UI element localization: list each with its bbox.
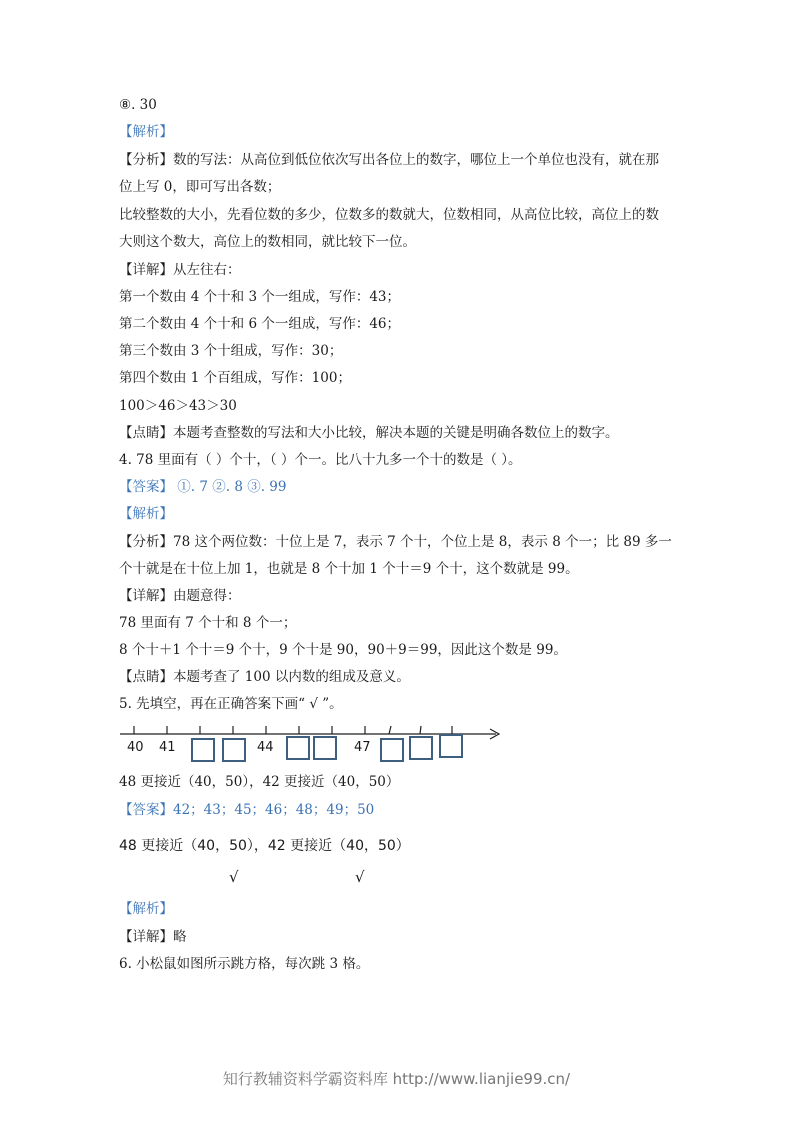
answer-line: 【答案】 ①. 7 ②. 8 ③. 99 [119,479,287,495]
answer-box[interactable] [191,738,215,762]
answer-box[interactable] [222,738,246,762]
analysis-text: 【分析】78 这个两位数：十位上是 7，表示 7 个十，个位上是 8，表示 8 个一；比 89 多一 [119,534,672,550]
question-5-choice: 48 更接近（40，50），42 更接近（40，50） [119,774,400,790]
detail-text: 100＞46＞43＞30 [119,398,237,414]
check-mark: √ [355,868,365,886]
answer-choice: 48 更接近（40，50），42 更接近（40，50） [119,838,410,854]
answer-box[interactable] [380,738,404,762]
detail-heading: 【详解】从左往右： [119,262,241,278]
answer-box[interactable] [439,734,463,758]
comment-text: 【点睛】本题考查了 100 以内数的组成及意义。 [119,669,410,685]
detail-text: 第一个数由 4 个十和 3 个一组成，写作：43； [119,289,401,305]
number-line-label: 41 [159,740,176,755]
detail-text: 8 个十＋1 个十＝9 个十，9 个十是 90，90＋9＝99，因此这个数是 99。 [119,642,567,658]
analysis-heading: 【解析】 [119,506,173,522]
question-5: 5. 先填空，再在正确答案下画“ √ ”。 [119,696,343,712]
answer-box[interactable] [409,736,433,760]
number-line-label: 44 [257,740,274,755]
detail-text: 【详解】略 [119,929,187,945]
detail-text: 第三个数由 3 个十组成，写作：30； [119,343,343,359]
analysis-heading: 【解析】 [119,901,173,917]
answer-item-8: ⑧. 30 [119,97,157,113]
comment-text: 【点睛】本题考查整数的写法和大小比较，解决本题的关键是明确各数位上的数字。 [119,425,619,441]
number-line-label: 47 [354,740,371,755]
answer-box[interactable] [313,736,337,760]
detail-heading: 【详解】由题意得： [119,588,241,604]
detail-text: 第二个数由 4 个十和 6 个一组成，写作：46； [119,316,401,332]
analysis-heading: 【解析】 [119,124,173,140]
detail-text: 78 里面有 7 个十和 8 个一； [119,615,297,631]
answer-box[interactable] [286,736,310,760]
analysis-text: 位上写 0，即可写出各数； [119,179,281,195]
number-line-label: 40 [127,740,144,755]
check-mark: √ [229,868,239,886]
analysis-text: 个十就是在十位上加 1，也就是 8 个十加 1 个十＝9 个十，这个数就是 99。 [119,561,579,577]
footer-watermark: 知行教辅资料学霸资料库 http://www.lianjie99.cn/ [222,1070,571,1088]
analysis-text: 【分析】数的写法：从高位到低位依次写出各位上的数字，哪位上一个单位也没有，就在那 [119,152,659,168]
question-4: 4. 78 里面有（ ）个十，（ ）个一。比八十九多一个十的数是（ ）。 [119,452,522,468]
detail-text: 第四个数由 1 个百组成，写作：100； [119,370,351,386]
answer-line: 【答案】42；43；45；46；48；49；50 [119,802,375,818]
analysis-text: 大则这个数大，高位上的数相同，就比较下一位。 [119,234,416,250]
question-6: 6. 小松鼠如图所示跳方格，每次跳 3 格。 [119,956,370,972]
analysis-text: 比较整数的大小，先看位数的多少，位数多的数就大，位数相同，从高位比较，高位上的数 [119,207,659,223]
number-line-ticks [134,726,452,734]
